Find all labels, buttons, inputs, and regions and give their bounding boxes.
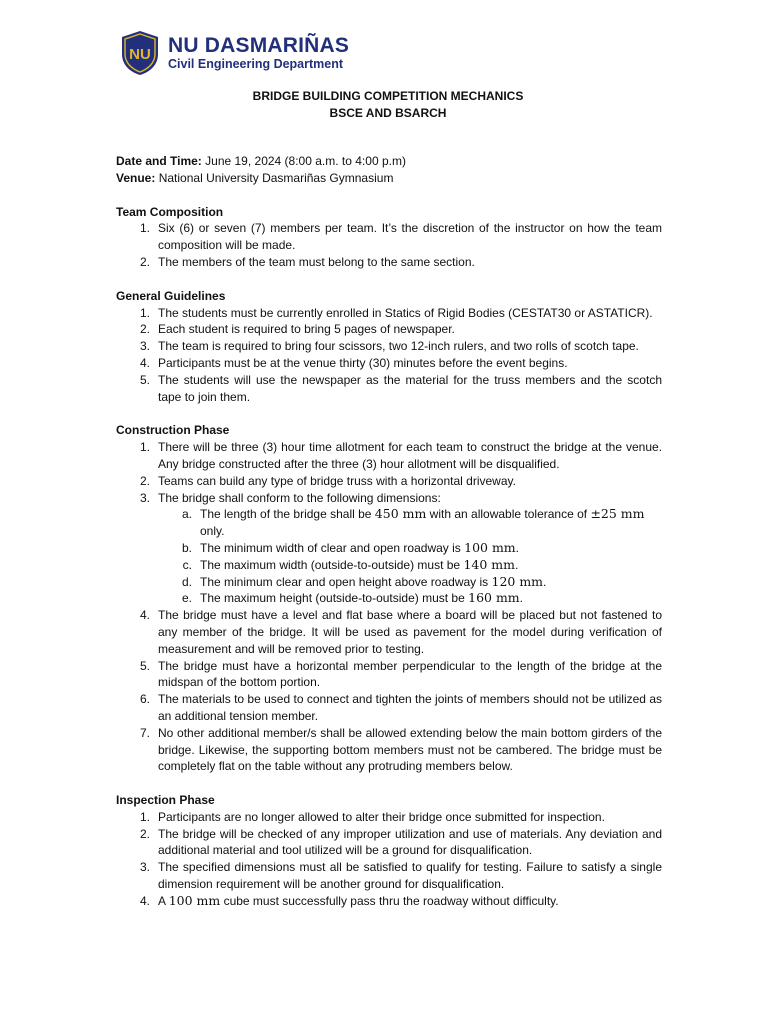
document-body [116,153,662,910]
dimension-item: a. The length of the bridge shall be 450 mm with an allowable tolerance of ±25 mm only. [181,506,645,539]
list-item: 5. The students will use the newspaper as the material for the truss members and the scotch tape to join them. [139,372,662,404]
list-item: 2. The bridge will be checked of any improper utilization and use of materials. Any deviation and additional material and tool utilized will be a ground for disqualification. [139,826,662,858]
date-time-line [116,153,662,170]
dimension-item: e. The maximum height (outside-to-outside) must be 160 mm. [181,590,524,606]
list-item: 5. The bridge must have a horizontal member perpendicular to the length of the bridge at the midspan of the bottom portion. [139,658,662,690]
section-title: Team Composition [116,204,224,219]
date-value: June 19, 2024 (8:00 a.m. to 4:00 p.m) [205,154,406,168]
list-item: 2. Each student is required to bring 5 pages of newspaper. [139,322,455,337]
date-label: Date and Time: [116,154,202,168]
venue-label: Venue: [116,170,156,185]
dimension-item: c. The maximum width (outside-to-outside) must be 140 mm. [182,556,519,572]
list-item: 3. The bridge shall conform to the following dimensions: [139,490,441,505]
list-item: 1. Participants are no longer allowed to alter their bridge once submitted for inspection. [139,809,605,824]
section-title: General Guidelines [116,288,226,303]
list-item: 2. The members of the team must belong to the same section. [139,254,475,269]
list-item: 6. The materials to be used to connect and tighten the joints of members should not be utilized as an additional tension member. [139,692,662,723]
document-title [0,88,768,122]
title-line-2: BSCE AND BSARCH [329,106,447,120]
section-title: Construction Phase [116,423,230,438]
brand-name: NU DASMARIÑAS [168,34,350,58]
department-name: Civil Engineering Department [168,57,344,72]
section-inspection-phase [116,792,662,910]
list-item: 4. A 100 mm cube must successfully pass thru the roadway without difficulty. [139,892,559,908]
list-item: 4. The bridge must have a level and flat base where a board will be placed but not fastened to any member of the bridge. It will be used as pavement for the model during verification of measurement and will be removed prior to testing. [139,608,662,656]
section-general-guidelines [116,288,662,406]
list-item: 1. There will be three (3) hour time allotment for each team to construct the bridge at the venue. Any bridge constructed after the three (3) hour allotment will be disqualified. [139,440,662,471]
dimension-item: d. The minimum clear and open height above roadway is 120 mm. [181,573,547,589]
section-construction-phase [116,422,662,775]
svg-text:NU: NU [129,46,151,63]
list-item: 3. The specified dimensions must all be satisfied to qualify for testing. Failure to satisfy a single dimension requirement will be another ground for disqualification. [139,860,662,892]
dimension-item: b. The minimum width of clear and open roadway is 100 mm. [181,539,520,555]
list-item: 3. The team is required to bring four scissors, two 12-inch rulers, and two rolls of scotch tape. [139,339,639,354]
letterhead [120,30,349,76]
title-line-1: BRIDGE BUILDING COMPETITION MECHANICS [252,89,524,103]
section-team-composition [116,204,662,271]
venue-line [116,170,662,187]
list-item: 1. Six (6) or seven (7) members per team. It’s the discretion of the instructor on how the team composition will be made. [139,221,662,253]
list-item: 1. The students must be currently enrolled in Statics of Rigid Bodies (CESTAT30 or ASTATICR). [139,305,653,320]
list-item: 4. Participants must be at the venue thirty (30) minutes before the event begins. [139,355,568,370]
list-item: 2. Teams can build any type of bridge truss with a horizontal driveway. [139,473,516,488]
list-item: 7. No other additional member/s shall be allowed extending below the main bottom girders of the bridge. Likewise, the supporting bottom members must not be cambered. The bridge must be completely flat on the table without any protruding members below. [139,725,662,774]
university-seal-icon [120,30,160,76]
venue-value: National University Dasmariñas Gymnasium [158,170,394,185]
section-title: Inspection Phase [116,793,215,808]
